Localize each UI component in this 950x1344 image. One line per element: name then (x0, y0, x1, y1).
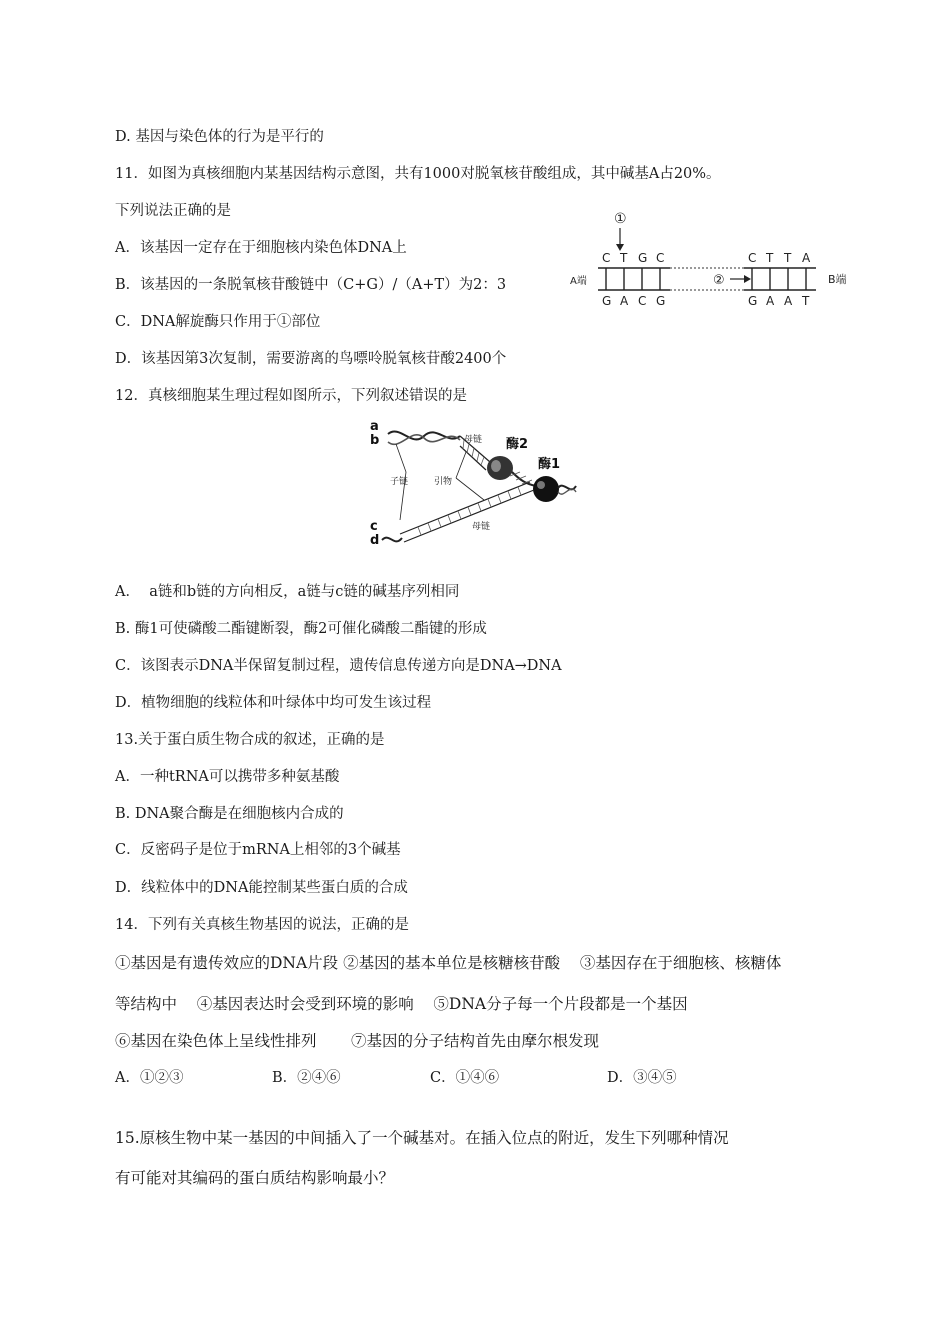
q13-option-c: C．反密码子是位于mRNA上相邻的3个碱基 (115, 842, 401, 858)
strand-a-label: a (370, 419, 379, 434)
base-label: G (638, 251, 648, 265)
strand-c-label: c (370, 519, 378, 534)
base-label: T (802, 294, 810, 308)
fig1-a-end: A端 (570, 276, 587, 287)
fig1-b-end: B端 (828, 273, 847, 286)
q15-stem: 15.原核生物中某一基因的中间插入了一个碱基对。在插入位点的附近，发生下列哪种情况 (115, 1129, 729, 1147)
base-label: G (656, 294, 666, 308)
q14-statements-1: ①基因是有遗传效应的DNA片段 ②基因的基本单位是核糖核苷酸 ③基因存在于细胞核、核糖体 (115, 954, 782, 972)
fig1-marker-1: ① (614, 211, 627, 227)
daughter-strand-label: 子链 (390, 477, 409, 487)
base-label: C (602, 251, 611, 265)
base-label: A (802, 251, 811, 265)
base-label: G (748, 294, 758, 308)
q11-stem-cont: 下列说法正确的是 (115, 203, 231, 219)
q14-option-c: C．①④⑥ (430, 1070, 500, 1086)
enzyme-2-label: 酶2 (506, 437, 529, 452)
parent-strand-label-top: 母链 (464, 435, 483, 445)
strand-b-label: b (370, 433, 380, 448)
base-label: A (784, 294, 793, 308)
q12-stem: 12．真核细胞某生理过程如图所示，下列叙述错误的是 (115, 388, 467, 404)
q15-stem-cont: 有可能对其编码的蛋白质结构影响最小？ (115, 1169, 395, 1187)
base-label: A (620, 294, 629, 308)
parent-strand-label-bottom: 母链 (472, 522, 491, 532)
q11-option-c: C．DNA解旋酶只作用于①部位 (115, 314, 321, 330)
q13-option-a: A．一种tRNA可以携带多种氨基酸 (115, 769, 340, 785)
q12-option-d: D．植物细胞的线粒体和叶绿体中均可发生该过程 (115, 695, 432, 711)
q13-stem: 13.关于蛋白质生物合成的叙述，正确的是 (115, 732, 385, 748)
base-label: C (656, 251, 665, 265)
base-label: T (620, 251, 628, 265)
q10-option-d: D. 基因与染色体的行为是平行的 (115, 129, 324, 145)
primer-label: 引物 (434, 477, 453, 487)
base-label: A (766, 294, 775, 308)
base-label: G (602, 294, 612, 308)
q12-option-a: A． a链和b链的方向相反，a链与c链的碱基序列相同 (115, 584, 460, 600)
dna-replication-figure (360, 416, 590, 552)
q14-statements-3: ⑥基因在染色体上呈线性排列 ⑦基因的分子结构首先由摩尔根发现 (115, 1032, 599, 1050)
q11-option-d: D．该基因第3次复制，需要游离的鸟嘌呤脱氧核苷酸2400个 (115, 351, 507, 367)
strand-d-label: d (370, 533, 380, 548)
q12-option-b: B. 酶1可使磷酸二酯键断裂，酶2可催化磷酸二酯键的形成 (115, 621, 487, 637)
q13-option-b: B. DNA聚合酶是在细胞核内合成的 (115, 806, 344, 822)
q14-statements-2: 等结构中 ④基因表达时会受到环境的影响 ⑤DNA分子每一个片段都是一个基因 (115, 995, 688, 1013)
q14-option-a: A．①②③ (115, 1070, 184, 1086)
q11-stem: 11．如图为真核细胞内某基因结构示意图，共有1000对脱氧核苷酸组成，其中碱基A占20%。 (115, 166, 721, 182)
enzyme-1-label: 酶1 (538, 457, 561, 472)
q14-stem: 14．下列有关真核生物基因的说法，正确的是 (115, 917, 409, 933)
base-label: T (784, 251, 792, 265)
q11-option-b: B．该基因的一条脱氧核苷酸链中（C+G）/（A+T）为2：3 (115, 277, 507, 293)
fig1-marker-2: ② (713, 273, 725, 288)
base-label: C (748, 251, 757, 265)
base-label: C (638, 294, 647, 308)
q14-option-d: D．③④⑤ (607, 1070, 677, 1086)
q13-option-d: D．线粒体中的DNA能控制某些蛋白质的合成 (115, 880, 408, 896)
q11-option-a: A．该基因一定存在于细胞核内染色体DNA上 (115, 240, 407, 256)
q14-option-b: B．②④⑥ (272, 1070, 341, 1086)
base-label: T (766, 251, 774, 265)
q12-option-c: C．该图表示DNA半保留复制过程，遗传信息传递方向是DNA→DNA (115, 658, 562, 674)
gene-structure-figure (560, 200, 860, 315)
